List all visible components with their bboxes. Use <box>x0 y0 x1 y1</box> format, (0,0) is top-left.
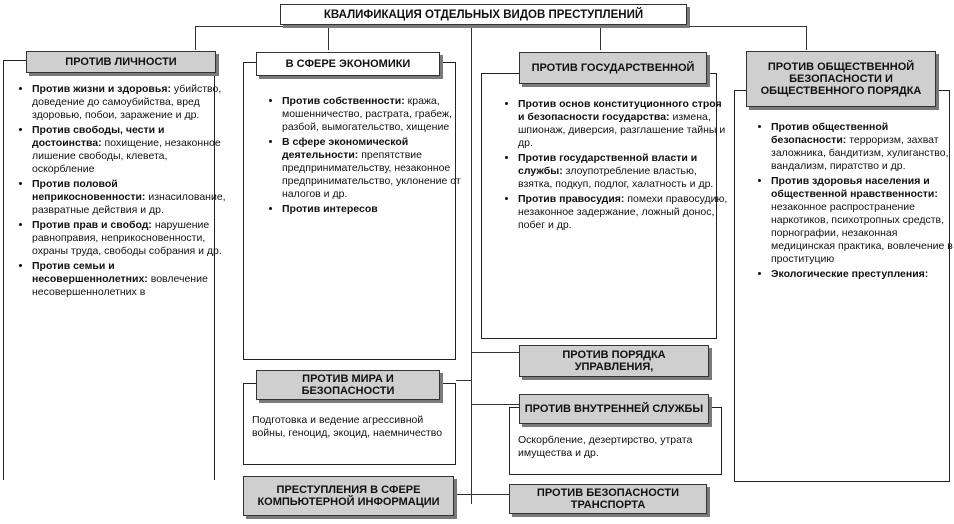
list-item: • Против свободы, чести и достоинства: похищение, незаконное лишение свободы, клевета, оскорбление <box>32 124 227 176</box>
col4-header: ПРОТИВ ОБЩЕСТВЕННОЙ БЕЗОПАСНОСТИ И ОБЩЕСТВЕННОГО ПОРЯДКА <box>746 51 936 107</box>
list-item: • Против интересов <box>282 203 470 216</box>
list-item: • Против основ конституционного строя и безопасности государства: измена, шпионаж, диверсия, разглашение тайны и др. <box>518 98 730 150</box>
order-header: ПРОТИВ ПОРЯДКА УПРАВЛЕНИЯ, <box>519 345 709 377</box>
col2-box <box>243 62 461 360</box>
computer-header: ПРЕСТУПЛЕНИЯ В СФЕРЕ КОМПЬЮТЕРНОЙ ИНФОРМАЦИИ <box>243 476 454 516</box>
connector-transport <box>471 494 509 495</box>
connector-to-col1 <box>195 26 196 50</box>
col1-list <box>14 83 227 301</box>
list-item: • Против жизни и здоровья: убийство, доведение до самоубийства, вред здоровью, побои, заражение и др. <box>32 83 227 122</box>
service-header: ПРОТИВ ВНУТРЕННЕЙ СЛУЖБЫ <box>519 394 709 424</box>
connector-to-col3 <box>600 26 601 50</box>
list-item: • Против государственной власти и службы: злоупотребление властью, взятка, подкуп, подлог, халатность и др. <box>518 152 730 191</box>
list-item: • Экологические преступления: <box>771 268 954 281</box>
connector-service <box>471 404 519 405</box>
connector-computer <box>454 494 472 495</box>
diagram-title <box>280 4 687 25</box>
service-text: Оскорбление, дезертирство, утрата имущества и др. <box>518 434 693 459</box>
connector-order <box>471 352 519 353</box>
diagram-title-text: КВАЛИФИКАЦИЯ ОТДЕЛЬНЫХ ВИДОВ ПРЕСТУПЛЕНИЙ <box>323 8 644 21</box>
connector-top-horizontal <box>195 26 807 27</box>
col1-header: ПРОТИВ ЛИЧНОСТИ <box>26 51 216 73</box>
connector-to-col2 <box>328 26 329 50</box>
list-item: • В сфере экономической деятельности: препятствие предпринимательству, незаконное предпринимательство, уклонение от налогов и др. <box>282 136 470 201</box>
col3-box <box>481 73 728 339</box>
list-item: • Против общественной безопасности: терроризм, захват заложника, бандитизм, хулиганство, вандализм, пиратство и др. <box>771 121 954 173</box>
peace-header: ПРОТИВ МИРА И БЕЗОПАСНОСТИ <box>256 370 440 400</box>
connector-to-col4 <box>806 26 807 50</box>
col3-header: ПРОТИВ ГОСУДАРСТВЕННОЙ <box>519 52 707 84</box>
list-item: • Против здоровья населения и общественной нравственности: незаконное распространение наркотиков, психотропных средств, порнографии, незаконная медицинская практика, вовлечение в проституцию <box>771 175 954 266</box>
peace-text: Подготовка и ведение агрессивной войны, геноцид, экоцид, наемничество <box>252 414 443 439</box>
col3-list <box>500 98 730 234</box>
col1-box <box>3 60 226 480</box>
list-item: • Против собственности: кража, мошенничество, растрата, грабеж, разбой, вымогательство, хищение <box>282 95 470 134</box>
col2-list <box>264 95 470 218</box>
col2-header: В СФЕРЕ ЭКОНОМИКИ <box>256 52 440 76</box>
list-item: • Против прав и свобод: нарушение равноправия, неприкосновенности, охраны труда, свободы собрания и др. <box>32 219 227 258</box>
connector-center-vertical <box>471 26 472 504</box>
list-item: • Против семьи и несовершеннолетних: вовлечение несовершеннолетних в <box>32 260 227 299</box>
connector-peace <box>456 380 472 381</box>
list-item: • Против половой неприкосновенности: изнасилование, развратные действия и др. <box>32 178 227 217</box>
list-item: • Против правосудия: помехи правосудию, незаконное задержание, ложный донос, побег и др. <box>518 193 730 232</box>
col4-list <box>753 121 954 283</box>
transport-header: ПРОТИВ БЕЗОПАСНОСТИ ТРАНСПОРТА <box>509 484 707 514</box>
col4-box <box>734 90 953 482</box>
